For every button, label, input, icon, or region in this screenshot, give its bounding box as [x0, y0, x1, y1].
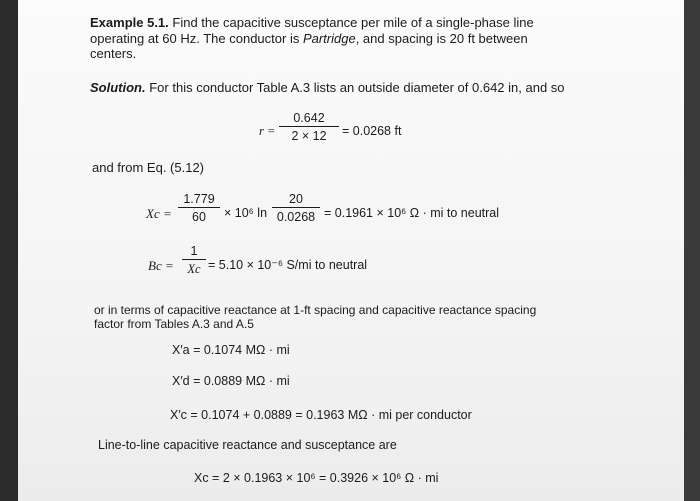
eq-r-lhs: r = — [259, 124, 276, 138]
line-to-line-text: Line-to-line capacitive reactance and susceptance are — [98, 438, 397, 452]
example-text-2a: operating at 60 Hz. The conductor is — [90, 31, 303, 46]
eq-bc-fraction — [182, 244, 206, 277]
eq-r-numerator: 0.642 — [279, 111, 339, 127]
para-line-1: or in terms of capacitive reactance at 1-ft spacing and capacitive reactance spacing — [94, 303, 537, 317]
eq-xa-prime: X′a = 0.1074 MΩ · mi — [172, 343, 290, 357]
eq-xc-fraction-2 — [272, 192, 320, 224]
window-edge — [684, 0, 700, 501]
eq-xc-numerator-2: 20 — [272, 192, 320, 208]
eq-bc-rhs: = 5.10 × 10⁻⁶ S/mi to neutral — [208, 258, 368, 272]
from-eq-text: and from Eq. (5.12) — [92, 160, 204, 175]
conductor-name: Partridge — [302, 31, 356, 46]
example-line-3: centers. — [90, 46, 137, 61]
eq-xc-rhs: = 0.1961 × 10⁶ Ω · mi to neutral — [324, 206, 500, 220]
eq-r-rhs: = 0.0268 ft — [342, 124, 402, 138]
eq-xc-lhs: Xc = — [146, 206, 172, 221]
solution-label: Solution. — [90, 80, 146, 95]
para-line-2: factor from Tables A.3 and A.5 — [94, 317, 254, 331]
example-line-1 — [90, 15, 534, 30]
example-text-1: Find the capacitive susceptance per mile of a single-phase line — [172, 15, 534, 30]
textbook-page — [18, 0, 686, 501]
eq-r-denominator: 2 × 12 — [291, 129, 327, 143]
eq-bc-denominator: Xc — [187, 262, 201, 276]
eq-xc-numerator-1: 1.779 — [178, 192, 220, 208]
example-line-2 — [90, 31, 528, 46]
eq-bc-lhs: Bc = — [148, 258, 174, 273]
eq-xd-prime: X′d = 0.0889 MΩ · mi — [172, 374, 290, 388]
eq-xc-fraction-1 — [178, 192, 220, 224]
eq-final: Xc = 2 × 0.1963 × 10⁶ = 0.3926 × 10⁶ Ω · mi — [194, 471, 439, 485]
eq-xc-mid: × 10⁶ ln — [224, 206, 268, 220]
eq-r-fraction — [279, 111, 339, 143]
eq-xc-denominator-1: 60 — [192, 210, 206, 224]
eq-bc-numerator: 1 — [182, 244, 206, 260]
solution-text: For this conductor Table A.3 lists an outside diameter of 0.642 in, and so — [149, 80, 565, 95]
solution-line — [90, 80, 565, 95]
example-label: Example 5.1. — [90, 15, 169, 30]
eq-xc-denominator-2: 0.0268 — [276, 210, 316, 224]
eq-xc-prime: X′c = 0.1074 + 0.0889 = 0.1963 MΩ · mi per conductor — [170, 408, 472, 422]
example-text-2b: , and spacing is 20 ft between — [355, 31, 528, 46]
